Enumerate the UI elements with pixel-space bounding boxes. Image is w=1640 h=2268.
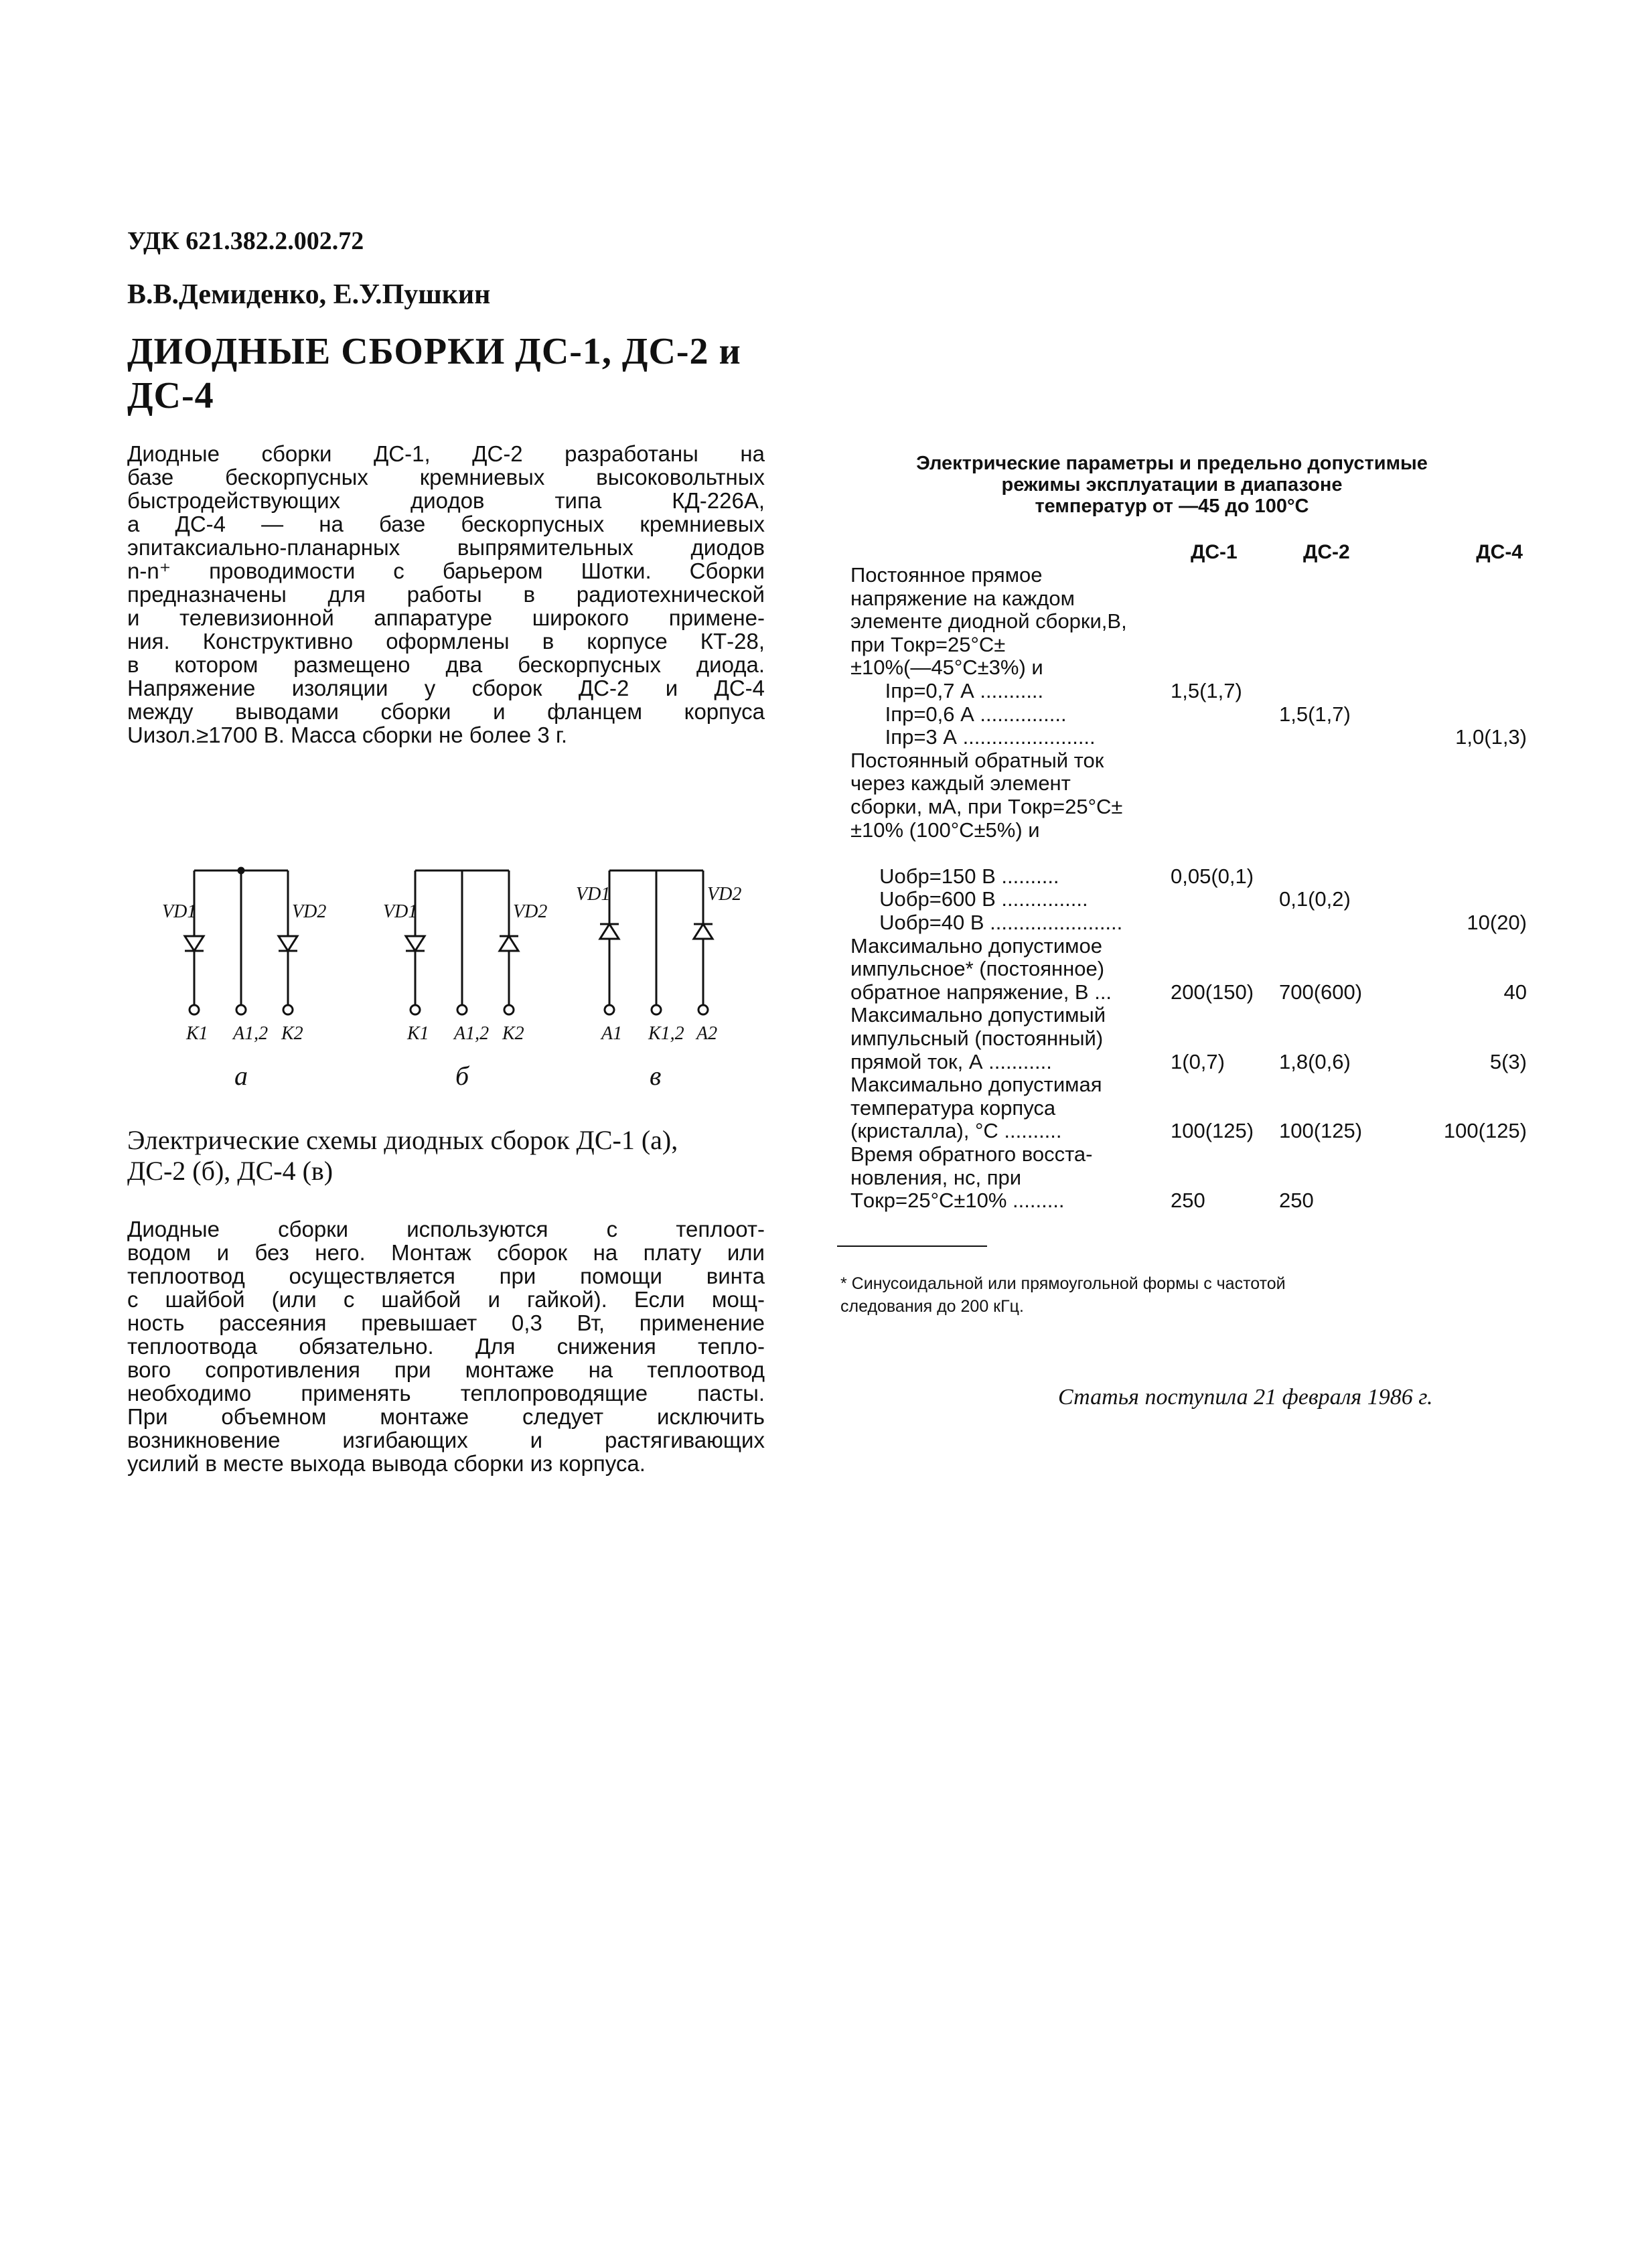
row-label: сборки, мА, при Tокр=25°С± — [850, 795, 1123, 818]
pin-label: A1,2 — [233, 1023, 269, 1044]
title-line: ДС-4 — [127, 375, 214, 417]
intro-line: быстродействующих диодов типа КД-226А, — [127, 488, 765, 513]
row-label: Uобр=40 В ....................... — [850, 911, 1123, 934]
table-header — [850, 541, 1527, 564]
table-row — [850, 1189, 1527, 1212]
intro-line: и телевизионной аппаратуре широкого примене- — [127, 605, 765, 630]
usage-line: При объемном монтаже следует исключить — [127, 1404, 765, 1429]
cell-value: 100(125) — [1443, 1119, 1527, 1143]
row-label: ±10% (100°С±5%) и — [850, 818, 1040, 842]
row-label: Максимально допустимая — [850, 1073, 1102, 1097]
table-row — [850, 1051, 1527, 1073]
schematic-letter: в — [650, 1061, 662, 1091]
table-row — [850, 656, 1527, 679]
intro-line: а ДС-4 — на базе бескорпусных кремниевых — [127, 512, 765, 536]
cell-value: 40 — [1503, 980, 1527, 1004]
row-label: импульсное* (постоянное) — [850, 957, 1105, 981]
row-label: Iпр=0,6 А ............... — [850, 702, 1067, 726]
usage-line: Диодные сборки используются с теплоот- — [127, 1217, 765, 1241]
table-row — [850, 1004, 1527, 1027]
row-label: Uобр=150 В .......... — [850, 864, 1059, 888]
row-label: Постоянное прямое — [850, 563, 1043, 587]
table-row — [850, 935, 1527, 958]
pin-label: A1 — [601, 1023, 623, 1044]
column-header: ДС-4 — [1476, 541, 1523, 563]
usage-line: необходимо применять теплопроводящие пасты. — [127, 1381, 765, 1406]
row-label: Постоянный обратный ток — [850, 748, 1104, 772]
row-label: импульсный (постоянный) — [850, 1027, 1104, 1050]
intro-line: ния. Конструктивно оформлены в корпусе КТ-28, — [127, 629, 765, 654]
table-row — [850, 772, 1527, 795]
table-row — [850, 911, 1527, 934]
table-row — [850, 819, 1527, 842]
table-row — [850, 703, 1527, 726]
table-row — [850, 564, 1527, 587]
cell-value: 100(125) — [1171, 1119, 1254, 1143]
schematic-c — [600, 871, 713, 1014]
column-header: ДС-1 — [1191, 541, 1238, 563]
usage-line: теплоотвода обязательно. Для снижения тепло- — [127, 1334, 765, 1359]
row-label: Максимально допустимое — [850, 933, 1102, 958]
intro-line: между выводами сборки и фланцем корпуса — [127, 699, 765, 724]
table-row — [850, 749, 1527, 772]
received-date: Статья поступила 21 февраля 1986 г. — [1058, 1385, 1433, 1410]
table-title-line: Электрические параметры и предельно допустимые — [916, 453, 1428, 474]
intro-line: предназначены для работы в радиотехнической — [127, 582, 765, 607]
cell-value: 100(125) — [1279, 1119, 1363, 1143]
table-row — [850, 865, 1527, 888]
intro-paragraph — [127, 442, 765, 747]
footnote-rule — [837, 1245, 987, 1247]
diode-label: VD1 — [383, 901, 418, 922]
table-row — [850, 680, 1527, 702]
footnote-line: следования до 200 кГц. — [840, 1297, 1024, 1316]
row-label: ±10%(—45°С±3%) и — [850, 656, 1043, 680]
table-row — [850, 981, 1527, 1004]
table-row — [850, 587, 1527, 610]
schematic-letter: б — [455, 1061, 469, 1091]
caption-line: ДС-2 (б), ДС-4 (в) — [127, 1156, 333, 1186]
diode-label: VD1 — [576, 884, 611, 905]
table-row — [850, 1166, 1527, 1189]
diode-label: VD1 — [162, 901, 197, 922]
usage-paragraph — [127, 1217, 765, 1475]
usage-line: ность рассеяния превышает 0,3 Вт, применение — [127, 1310, 765, 1335]
table-row — [850, 1027, 1527, 1050]
authors: В.В.Демиденко, Е.У.Пушкин — [127, 279, 491, 310]
usage-line: водом и без него. Монтаж сборок на плату или — [127, 1240, 765, 1265]
schematics-figure — [154, 850, 757, 1105]
usage-line: теплоотвод осуществляется при помощи винта — [127, 1264, 765, 1288]
cell-value: 0,1(0,2) — [1279, 887, 1351, 911]
pin-label: K1 — [407, 1023, 429, 1044]
row-label: прямой ток, А ........... — [850, 1049, 1052, 1073]
table-row — [850, 633, 1527, 656]
diode-label: VD2 — [292, 901, 327, 922]
udk-code: УДК 621.382.2.002.72 — [127, 227, 364, 255]
table-row — [850, 1073, 1527, 1096]
cell-value: 1,5(1,7) — [1171, 679, 1242, 702]
table-title — [837, 453, 1507, 517]
pin-label: K1 — [186, 1023, 208, 1044]
schematic-b — [406, 871, 518, 1014]
cell-value: 5(3) — [1489, 1049, 1527, 1073]
schematic-letter: а — [234, 1061, 248, 1091]
intro-line: эпитаксиально-планарных выпрямительных диодов — [127, 535, 765, 560]
figure-caption — [127, 1125, 770, 1187]
cell-value: 700(600) — [1279, 980, 1363, 1004]
table-row — [850, 1120, 1527, 1142]
row-label: (кристалла), °С .......... — [850, 1119, 1062, 1143]
cell-value: 1(0,7) — [1171, 1049, 1225, 1073]
schematic-a — [185, 868, 297, 1014]
usage-line: с шайбой (или с шайбой и гайкой). Если мощ- — [127, 1287, 765, 1312]
cell-value: 1,0(1,3) — [1455, 725, 1527, 749]
usage-line: усилий в месте выхода вывода сборки из корпуса. — [127, 1451, 646, 1476]
table-row — [850, 796, 1527, 818]
cell-value: 10(20) — [1467, 911, 1527, 934]
pin-label: K2 — [281, 1023, 303, 1044]
intro-line: Uизол.≥1700 В. Масса сборки не более 3 г. — [127, 723, 568, 747]
intro-line: n-n⁺ проводимости с барьером Шотки. Сборки — [127, 558, 765, 583]
pin-label: K1,2 — [648, 1023, 684, 1044]
row-label: обратное напряжение, В ... — [850, 980, 1112, 1004]
pin-label: A2 — [696, 1023, 718, 1044]
cell-value: 1,8(0,6) — [1279, 1049, 1351, 1073]
table-row — [850, 1143, 1527, 1166]
table-title-line: режимы эксплуатации в диапазоне — [1001, 474, 1343, 496]
row-label: Время обратного восста- — [850, 1142, 1093, 1166]
diode-label: VD2 — [707, 884, 742, 905]
caption-line: Электрические схемы диодных сборок ДС-1 (а), — [127, 1125, 678, 1155]
table-row — [850, 726, 1527, 749]
footnote-line: * Синусоидальной или прямоугольной формы с частотой — [840, 1274, 1286, 1293]
table-row — [850, 888, 1527, 911]
table-row — [850, 610, 1527, 633]
row-label: новления, нс, при — [850, 1165, 1022, 1189]
cell-value: 1,5(1,7) — [1279, 702, 1351, 726]
row-label: температура корпуса — [850, 1095, 1056, 1120]
intro-line: в котором размещено два бескорпусных диода. — [127, 652, 765, 677]
footnote — [840, 1272, 1510, 1318]
cell-value: 200(150) — [1171, 980, 1254, 1004]
row-label: Uобр=600 В ............... — [850, 887, 1088, 911]
usage-line: вого сопротивления при монтаже на теплоотвод — [127, 1357, 765, 1382]
row-label: через каждый элемент — [850, 771, 1071, 796]
intro-line: Напряжение изоляции у сборок ДС-2 и ДС-4 — [127, 676, 765, 700]
cell-value: 0,05(0,1) — [1171, 864, 1254, 888]
table-row — [850, 842, 1527, 864]
intro-line: Диодные сборки ДС-1, ДС-2 разработаны на — [127, 441, 765, 466]
cell-value: 250 — [1171, 1189, 1205, 1213]
usage-line: возникновение изгибающих и растягивающих — [127, 1428, 765, 1452]
row-label: Iпр=0,7 А ........... — [850, 679, 1044, 702]
column-header: ДС-2 — [1303, 541, 1350, 563]
row-label: Tокр=25°С±10% ......... — [850, 1189, 1065, 1213]
table-row — [850, 958, 1527, 980]
pin-label: K2 — [502, 1023, 524, 1044]
cell-value: 250 — [1279, 1189, 1314, 1213]
row-label: Iпр=3 А ....................... — [850, 725, 1096, 749]
row-label: элементе диодной сборки,В, — [850, 609, 1127, 633]
row-label: Максимально допустимый — [850, 1003, 1106, 1027]
title-line: ДИОДНЫЕ СБОРКИ ДС-1, ДС-2 и — [127, 331, 741, 372]
row-label: при Tокр=25°С± — [850, 632, 1006, 656]
article-title — [127, 329, 777, 418]
row-label: напряжение на каждом — [850, 586, 1075, 610]
intro-line: базе бескорпусных кремниевых высоковольтных — [127, 465, 765, 489]
diode-label: VD2 — [513, 901, 548, 922]
pin-label: A1,2 — [454, 1023, 490, 1044]
table-title-line: температур от —45 до 100°С — [1035, 496, 1309, 517]
table-row — [850, 1097, 1527, 1120]
